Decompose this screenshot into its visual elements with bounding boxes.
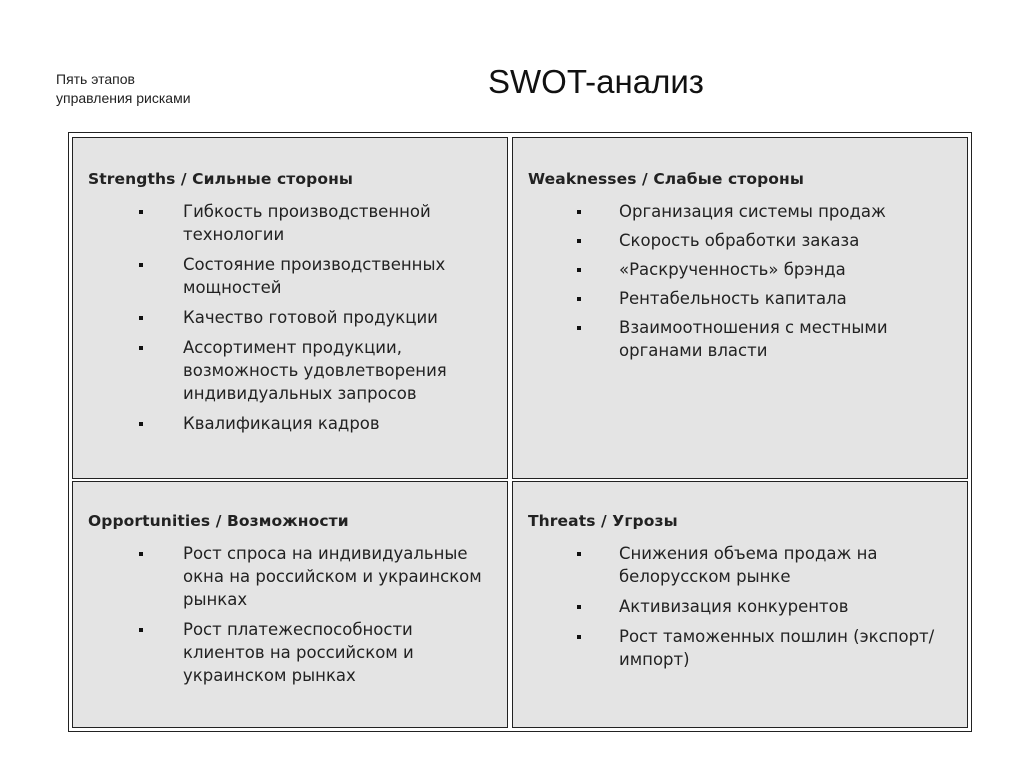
bullet-icon: [139, 263, 143, 267]
list-item: [73, 542, 507, 611]
threats-list: [513, 542, 967, 678]
slide-title: SWOT-анализ: [488, 63, 704, 100]
bullet-icon: [139, 210, 143, 214]
strengths-title: Strengths / Сильные стороны: [88, 170, 353, 188]
opportunities-title: Opportunities / Возможности: [88, 512, 349, 530]
list-item-text: Гибкость производственной технологии: [183, 202, 431, 244]
bullet-icon: [577, 297, 581, 301]
list-item-text: Рентабельность капитала: [619, 289, 847, 308]
subtitle-line-1: Пять этапов: [56, 71, 135, 87]
list-item: [513, 200, 967, 223]
list-item: [513, 258, 967, 281]
weaknesses-list: [513, 200, 967, 368]
list-item: [73, 253, 507, 299]
list-item-text: Рост спроса на индивидуальные окна на российском и украинском рынках: [183, 544, 482, 609]
list-item: [513, 595, 967, 618]
list-item-text: Организация системы продаж: [619, 202, 886, 221]
list-item: [73, 306, 507, 329]
list-item: [513, 625, 967, 671]
bullet-icon: [139, 552, 143, 556]
list-item: [73, 336, 507, 405]
slide-subtitle: [56, 70, 191, 108]
list-item: [73, 412, 507, 435]
bullet-icon: [577, 239, 581, 243]
bullet-icon: [139, 628, 143, 632]
list-item-text: Скорость обработки заказа: [619, 231, 860, 250]
list-item: [513, 542, 967, 588]
list-item-text: «Раскрученность» брэнда: [619, 260, 846, 279]
bullet-icon: [577, 268, 581, 272]
threats-quadrant: [512, 481, 968, 728]
list-item: [513, 229, 967, 252]
bullet-icon: [139, 316, 143, 320]
list-item-text: Качество готовой продукции: [183, 308, 438, 327]
strengths-quadrant: [72, 137, 508, 479]
strengths-list: [73, 200, 507, 442]
list-item-text: Рост платежеспособности клиентов на российском и украинском рынках: [183, 620, 414, 685]
bullet-icon: [577, 210, 581, 214]
list-item: [513, 287, 967, 310]
subtitle-line-2: управления рисками: [56, 90, 191, 106]
list-item: [73, 200, 507, 246]
opportunities-quadrant: [72, 481, 508, 728]
threats-title: Threats / Угрозы: [528, 512, 678, 530]
bullet-icon: [577, 635, 581, 639]
opportunities-list: [73, 542, 507, 694]
list-item-text: Взаимоотношения с местными органами власти: [619, 318, 888, 360]
bullet-icon: [139, 346, 143, 350]
bullet-icon: [577, 605, 581, 609]
list-item: [513, 316, 967, 362]
list-item-text: Состояние производственных мощностей: [183, 255, 446, 297]
list-item-text: Активизация конкурентов: [619, 597, 849, 616]
bullet-icon: [577, 326, 581, 330]
list-item-text: Ассортимент продукции, возможность удовлетворения индивидуальных запросов: [183, 338, 447, 403]
list-item-text: Квалификация кадров: [183, 414, 380, 433]
weaknesses-quadrant: [512, 137, 968, 479]
list-item: [73, 618, 507, 687]
bullet-icon: [577, 552, 581, 556]
list-item-text: Рост таможенных пошлин (экспорт/импорт): [619, 627, 935, 669]
list-item-text: Снижения объема продаж на белорусском рынке: [619, 544, 878, 586]
weaknesses-title: Weaknesses / Слабые стороны: [528, 170, 804, 188]
bullet-icon: [139, 422, 143, 426]
